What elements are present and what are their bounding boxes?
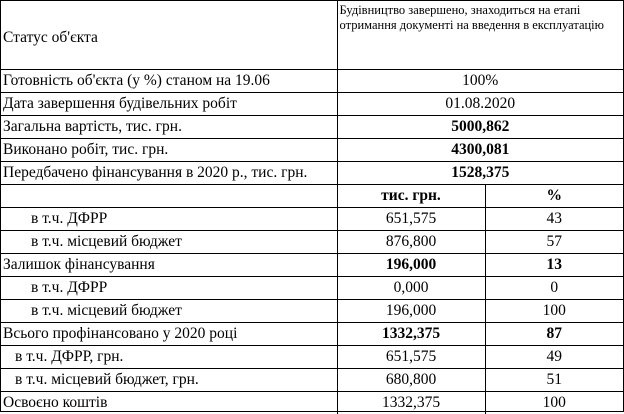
table-row-column-headers bbox=[1, 185, 623, 208]
table-row bbox=[1, 231, 623, 254]
table-row-completion-date bbox=[1, 93, 623, 116]
amount-column-header[interactable]: тис. грн. bbox=[337, 185, 485, 208]
percent-cell[interactable]: 43 bbox=[485, 208, 623, 231]
table-row-total-cost bbox=[1, 116, 623, 139]
status-label-cell[interactable]: Статус об'єкта bbox=[1, 1, 337, 70]
readiness-label-cell[interactable]: Готовність об'єкта (у %) станом на 19.06 bbox=[1, 70, 337, 93]
table-row bbox=[1, 323, 623, 346]
total-cost-label-cell[interactable]: Загальна вартість, тис. грн. bbox=[1, 116, 337, 139]
amount-cell[interactable]: 651,575 bbox=[337, 346, 485, 369]
row-label-cell[interactable]: в т.ч. місцевий бюджет bbox=[1, 300, 337, 323]
table-row bbox=[1, 277, 623, 300]
percent-cell[interactable]: 51 bbox=[485, 369, 623, 392]
table-row bbox=[1, 346, 623, 369]
completion-date-label-cell[interactable]: Дата завершення будівельних робіт bbox=[1, 93, 337, 116]
percent-column-header[interactable]: % bbox=[485, 185, 623, 208]
row-label-cell[interactable]: Залишок фінансування bbox=[1, 254, 337, 277]
row-label-cell[interactable]: в т.ч. ДФРР bbox=[1, 208, 337, 231]
work-done-value-cell[interactable]: 4300,081 bbox=[337, 139, 623, 162]
amount-cell[interactable]: 1332,375 bbox=[337, 392, 485, 414]
percent-cell[interactable]: 49 bbox=[485, 346, 623, 369]
table-row-readiness bbox=[1, 70, 623, 93]
amount-cell[interactable]: 680,800 bbox=[337, 369, 485, 392]
completion-date-value-cell[interactable]: 01.08.2020 bbox=[337, 93, 623, 116]
planned-funding-value-cell[interactable]: 1528,375 bbox=[337, 162, 623, 185]
row-label-cell[interactable]: в т.ч. місцевий бюджет, грн. bbox=[1, 369, 337, 392]
row-label-cell[interactable]: в т.ч. ДФРР, грн. bbox=[1, 346, 337, 369]
work-done-label-cell[interactable]: Виконано робіт, тис. грн. bbox=[1, 139, 337, 162]
table-row bbox=[1, 392, 623, 414]
empty-header-cell[interactable] bbox=[1, 185, 337, 208]
table-row-status bbox=[1, 1, 623, 70]
table-row bbox=[1, 208, 623, 231]
table-row-work-done bbox=[1, 139, 623, 162]
percent-cell[interactable]: 100 bbox=[485, 300, 623, 323]
total-cost-value-cell[interactable]: 5000,862 bbox=[337, 116, 623, 139]
table-row bbox=[1, 254, 623, 277]
row-label-cell[interactable]: в т.ч. місцевий бюджет bbox=[1, 231, 337, 254]
amount-cell[interactable]: 196,000 bbox=[337, 254, 485, 277]
row-label-cell[interactable]: в т.ч. ДФРР bbox=[1, 277, 337, 300]
percent-cell[interactable]: 13 bbox=[485, 254, 623, 277]
object-status-table bbox=[1, 1, 623, 414]
amount-cell[interactable]: 651,575 bbox=[337, 208, 485, 231]
table-row bbox=[1, 300, 623, 323]
row-label-cell[interactable]: Всього профінансовано у 2020 році bbox=[1, 323, 337, 346]
table-row bbox=[1, 369, 623, 392]
amount-cell[interactable]: 196,000 bbox=[337, 300, 485, 323]
amount-cell[interactable]: 0,000 bbox=[337, 277, 485, 300]
percent-cell[interactable]: 0 bbox=[485, 277, 623, 300]
status-value-cell[interactable]: Будівництво завершено, знаходиться на етапі отримання документі на введення в експлуатацію bbox=[337, 1, 623, 70]
readiness-value-cell[interactable]: 100% bbox=[337, 70, 623, 93]
amount-cell[interactable]: 1332,375 bbox=[337, 323, 485, 346]
percent-cell[interactable]: 87 bbox=[485, 323, 623, 346]
percent-cell[interactable]: 100 bbox=[485, 392, 623, 414]
planned-funding-label-cell[interactable]: Передбачено фінансування в 2020 р., тис. грн. bbox=[1, 162, 337, 185]
amount-cell[interactable]: 876,800 bbox=[337, 231, 485, 254]
row-label-cell[interactable]: Освоєно коштів bbox=[1, 392, 337, 414]
percent-cell[interactable]: 57 bbox=[485, 231, 623, 254]
table-row-planned-funding bbox=[1, 162, 623, 185]
